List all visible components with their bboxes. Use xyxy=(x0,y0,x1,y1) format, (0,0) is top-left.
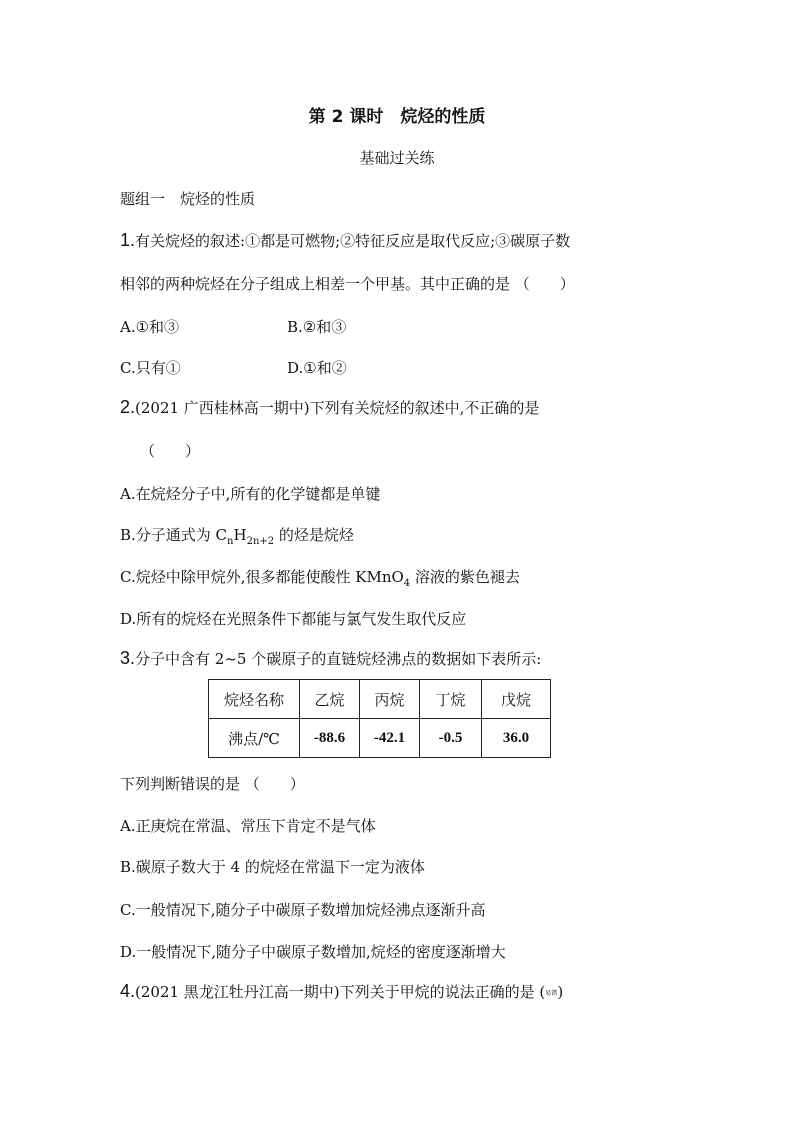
option-d: D.所有的烷烃在光照条件下都能与氯气发生取代反应 xyxy=(120,610,467,628)
question-2 xyxy=(120,397,539,418)
option-a: A.在烷烃分子中,所有的化学键都是单键 xyxy=(120,485,381,503)
table-header-cell: 丙烷 xyxy=(360,680,420,719)
option-d: D.①和② xyxy=(287,359,347,377)
question-stem: (2021 黑龙江牡丹江高一期中)下列关于甲烷的说法正确的是 ( xyxy=(135,983,546,1001)
option-b xyxy=(120,524,354,547)
table-cell: -88.6 xyxy=(300,719,360,758)
table-header-cell: 丁烷 xyxy=(420,680,482,719)
answer-blank: （ ） xyxy=(140,442,201,460)
closing-paren: ) xyxy=(557,983,564,1001)
question-number: 1. xyxy=(120,230,136,250)
option-c xyxy=(120,566,520,589)
section-subtitle: 基础过关练 xyxy=(359,149,435,167)
boiling-point-table xyxy=(208,679,551,758)
option-c-tail: 溶液的紫色褪去 xyxy=(410,568,520,586)
table-cell: 36.0 xyxy=(482,719,551,758)
formula-subscript-n: n xyxy=(227,536,234,547)
table-row xyxy=(209,719,551,758)
option-a: A.正庚烷在常温、常压下肯定不是气体 xyxy=(120,817,376,835)
question-number: 4. xyxy=(120,981,136,1001)
formula-subscript: 2n+2 xyxy=(246,536,275,547)
question-4 xyxy=(120,981,563,1002)
page-title: 第 2 课时 烷烃的性质 xyxy=(308,107,486,127)
option-d: D.一般情况下,随分子中碳原子数增加,烷烃的密度逐渐增大 xyxy=(120,943,506,961)
question-number: 3. xyxy=(120,648,136,668)
formula-subscript: 4 xyxy=(403,578,411,589)
option-c: C.只有① xyxy=(120,359,181,377)
question-stem: 分子中含有 2~5 个碳原子的直链烷烃沸点的数据如下表所示: xyxy=(135,650,542,668)
option-b-text: B.分子通式为 C xyxy=(120,526,228,544)
table-header-cell: 戊烷 xyxy=(482,680,551,719)
formula-h: H xyxy=(233,526,247,544)
option-c: C.一般情况下,随分子中碳原子数增加烷烃沸点逐渐升高 xyxy=(120,901,486,919)
table-cell: -0.5 xyxy=(420,719,482,758)
table-header-row xyxy=(209,680,551,719)
option-c-text: C.烷烃中除甲烷外,很多都能使酸性 KMnO xyxy=(120,568,404,586)
question-stem-line1: 有关烷烃的叙述:①都是可燃物;②特征反应是取代反应;③碳原子数 xyxy=(135,232,571,250)
question-number: 2. xyxy=(120,397,136,417)
question-1 xyxy=(120,230,570,251)
question-stem-line2: 相邻的两种烷烃在分子组成上相差一个甲基。其中正确的是 （ ） xyxy=(120,275,575,293)
table-header-cell: 烷烃名称 xyxy=(209,680,300,719)
question-stem: (2021 广西桂林高一期中)下列有关烷烃的叙述中,不正确的是 xyxy=(135,399,540,417)
table-cell: 沸点/℃ xyxy=(209,719,300,758)
difficulty-tag: 易错 xyxy=(545,990,558,997)
option-b: B.②和③ xyxy=(287,318,347,336)
table-header-cell: 乙烷 xyxy=(300,680,360,719)
group-heading: 题组一 烷烃的性质 xyxy=(120,190,256,208)
option-b-tail: 的烃是烷烃 xyxy=(274,526,354,544)
question-3 xyxy=(120,648,541,669)
table-cell: -42.1 xyxy=(360,719,420,758)
question-prompt: 下列判断错误的是 （ ） xyxy=(120,775,305,793)
option-a: A.①和③ xyxy=(120,318,180,336)
option-b: B.碳原子数大于 4 的烷烃在常温下一定为液体 xyxy=(120,858,425,876)
